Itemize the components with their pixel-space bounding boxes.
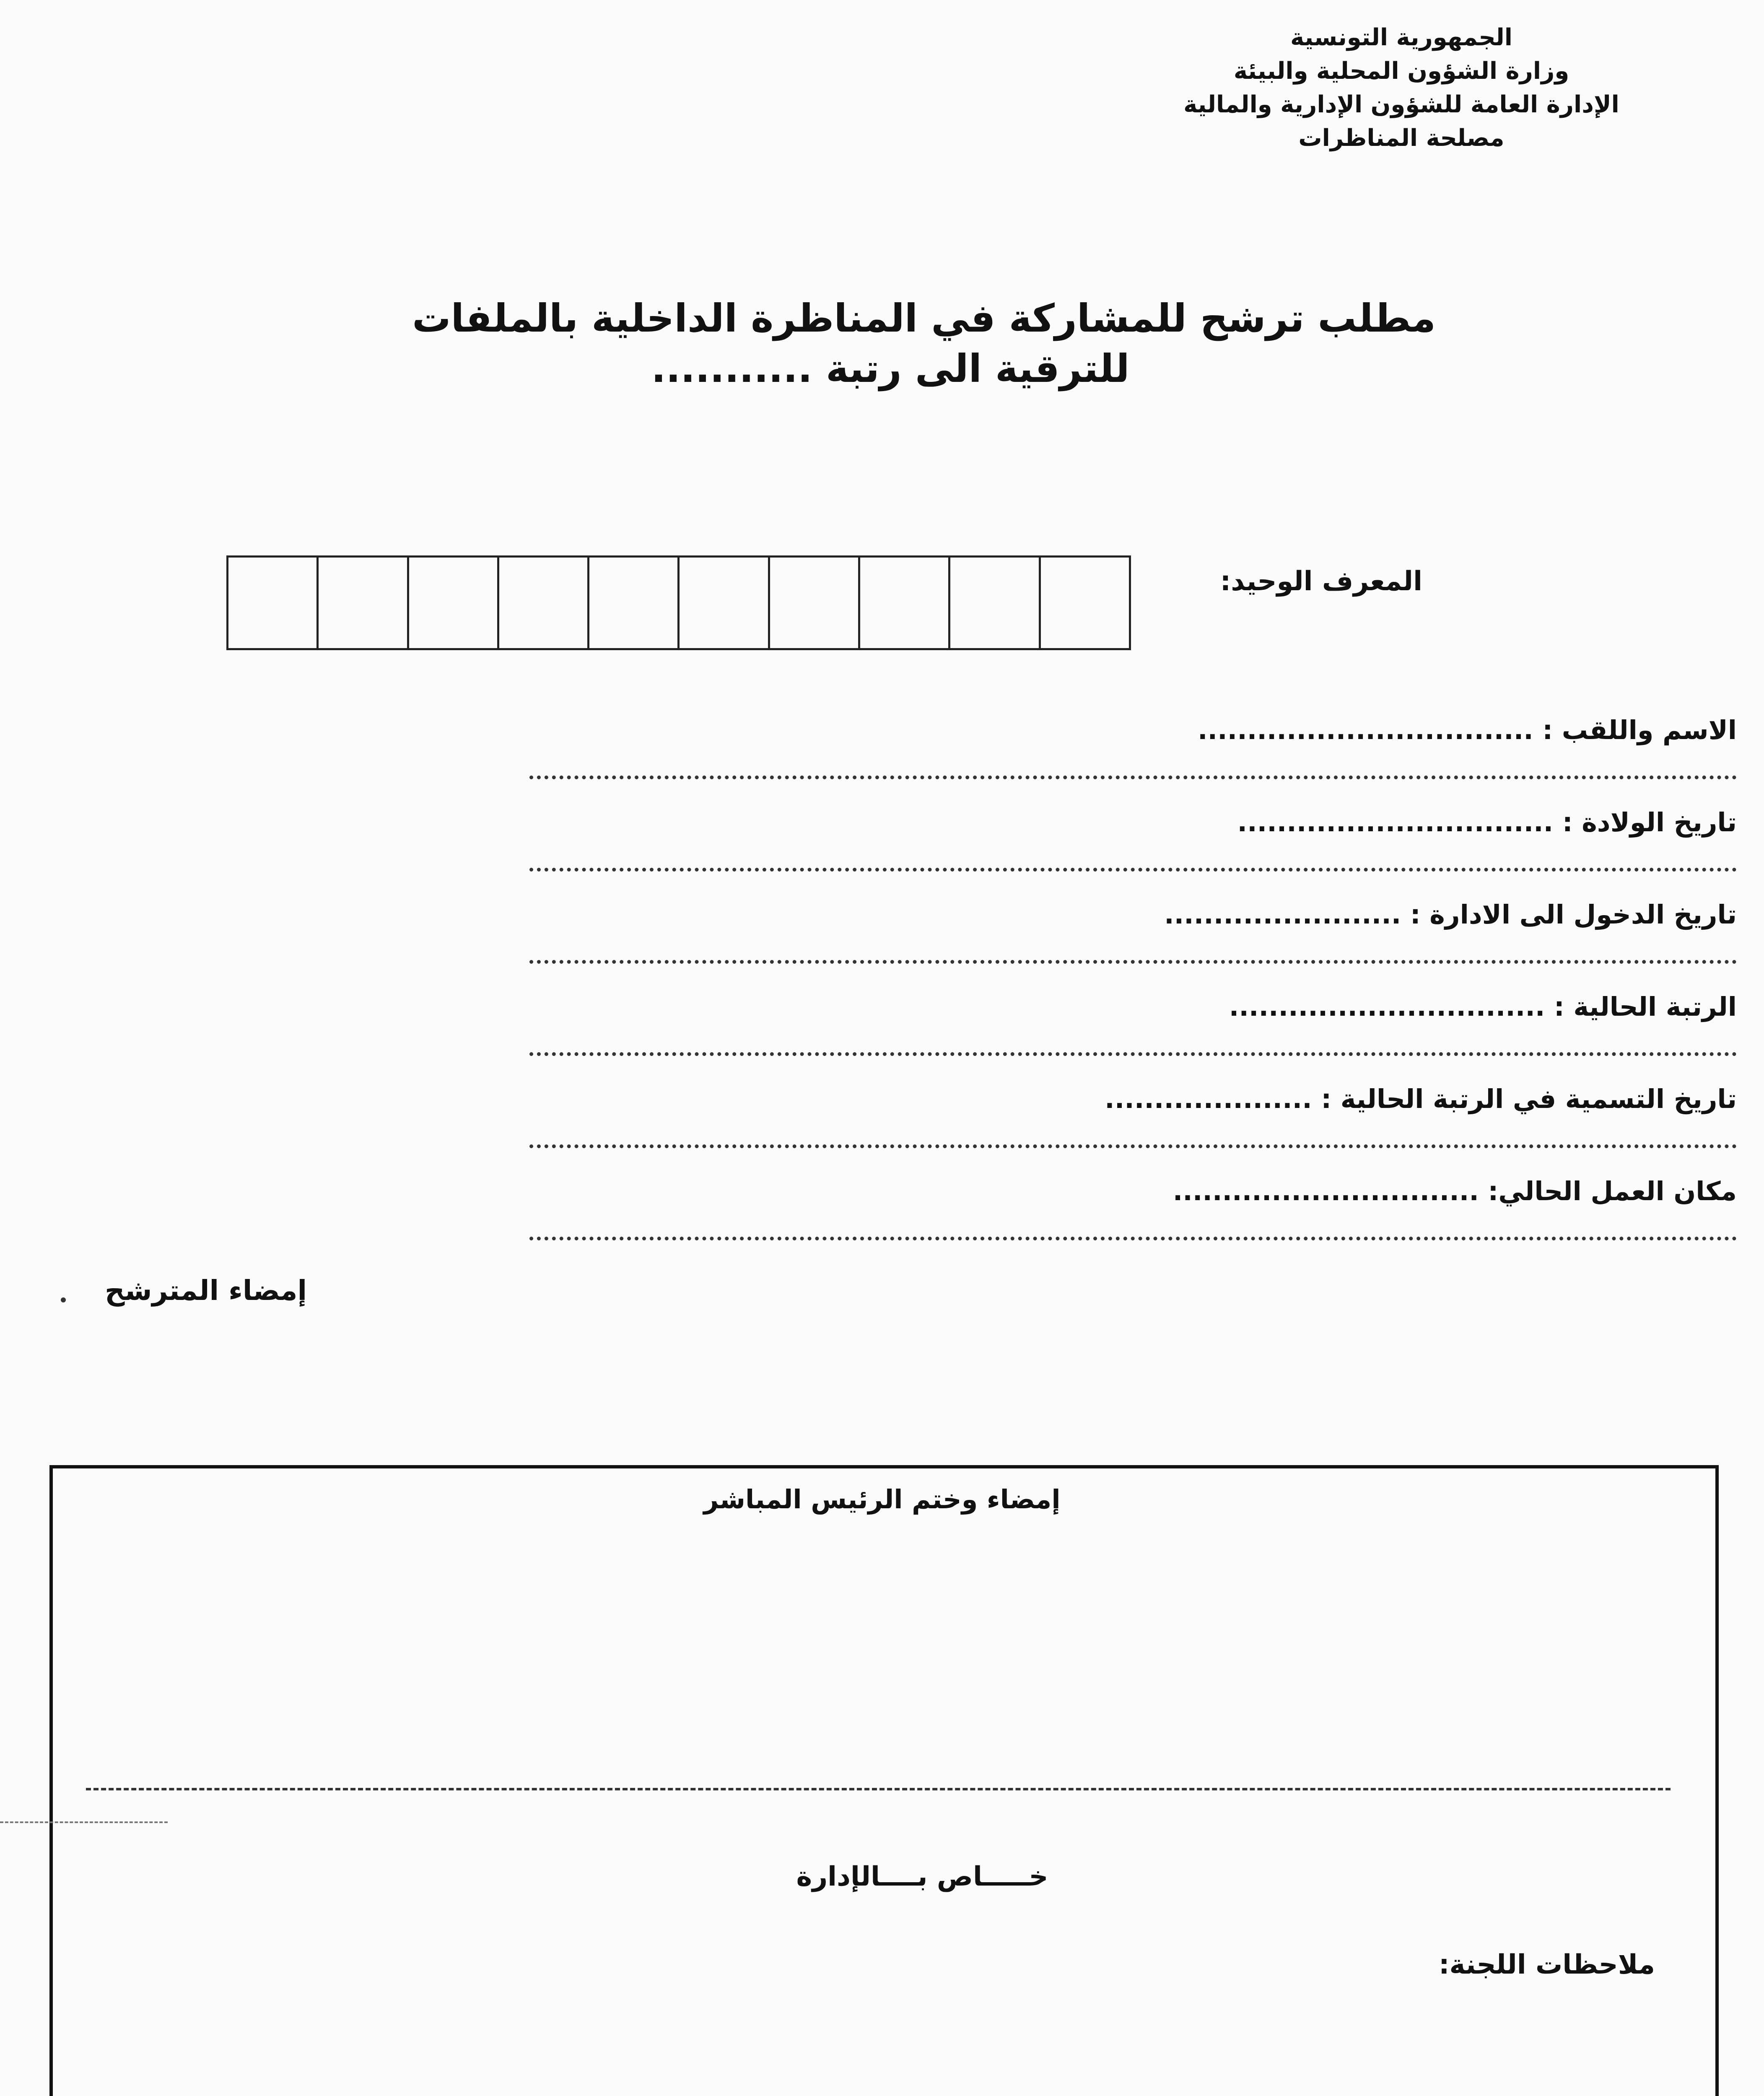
candidate-fields <box>529 715 1737 1268</box>
dashed-divider <box>86 1788 1671 1790</box>
bullet-dot-icon <box>61 1297 66 1302</box>
identifier-digit-box[interactable] <box>228 558 319 648</box>
field-label: الرتبة الحالية : ................................ <box>1229 991 1737 1022</box>
title-line-1: مطلب ترشح للمشاركة في المناظرة الداخلية بالملفات <box>412 296 1436 341</box>
field-label: تاريخ التسمية في الرتبة الحالية : ..................... <box>1105 1084 1737 1114</box>
field-dotted-line[interactable] <box>529 1237 1737 1240</box>
field-workplace[interactable] <box>529 1176 1737 1268</box>
field-label: مكان العمل الحالي: ............................... <box>1173 1176 1737 1206</box>
identifier-digit-box[interactable] <box>409 558 499 648</box>
candidate-signature-label: إمضاء المترشح <box>105 1274 307 1307</box>
identifier-digit-box[interactable] <box>950 558 1040 648</box>
header-line: الجمهورية التونسية <box>1290 24 1512 51</box>
field-dotted-line[interactable] <box>529 960 1737 964</box>
header-line: وزارة الشؤون المحلية والبيئة <box>1233 57 1569 85</box>
field-dotted-line[interactable] <box>529 1144 1737 1148</box>
margin-dashed-line <box>0 1821 168 1823</box>
identifier-label: المعرف الوحيد: <box>1220 566 1422 597</box>
field-dotted-line[interactable] <box>529 776 1737 779</box>
identifier-boxes[interactable] <box>226 555 1131 650</box>
ministry-header <box>1108 21 1695 155</box>
identifier-digit-box[interactable] <box>319 558 409 648</box>
supervisor-signature-label: إمضاء وختم الرئيس المباشر <box>703 1484 1061 1515</box>
identifier-digit-box[interactable] <box>589 558 680 648</box>
supervisor-admin-frame <box>49 1465 1719 2096</box>
field-name[interactable] <box>529 715 1737 807</box>
field-birth-date[interactable] <box>529 807 1737 899</box>
form-title <box>0 293 1764 394</box>
identifier-digit-box[interactable] <box>770 558 860 648</box>
field-entry-date[interactable] <box>529 899 1737 991</box>
field-appointment-date[interactable] <box>529 1084 1737 1176</box>
identifier-digit-box[interactable] <box>860 558 950 648</box>
field-dotted-line[interactable] <box>529 868 1737 872</box>
field-label: تاريخ الدخول الى الادارة : ........................ <box>1164 899 1737 930</box>
identifier-digit-box[interactable] <box>499 558 589 648</box>
identifier-digit-box[interactable] <box>1041 558 1129 648</box>
field-label: تاريخ الولادة : ................................ <box>1237 807 1737 838</box>
field-current-grade[interactable] <box>529 991 1737 1084</box>
field-label: الاسم واللقب : .................................. <box>1198 715 1737 745</box>
committee-remarks-label: ملاحظات اللجنة: <box>1438 1949 1655 1980</box>
field-dotted-line[interactable] <box>529 1052 1737 1056</box>
admin-only-heading: خـــــاص بــــالإدارة <box>796 1861 1048 1892</box>
identifier-digit-box[interactable] <box>680 558 770 648</box>
title-line-2: للترقية الى رتبة ........... <box>651 346 1130 391</box>
header-line: الإدارة العامة للشؤون الإدارية والمالية <box>1183 91 1619 118</box>
header-line: مصلحة المناظرات <box>1298 125 1505 152</box>
